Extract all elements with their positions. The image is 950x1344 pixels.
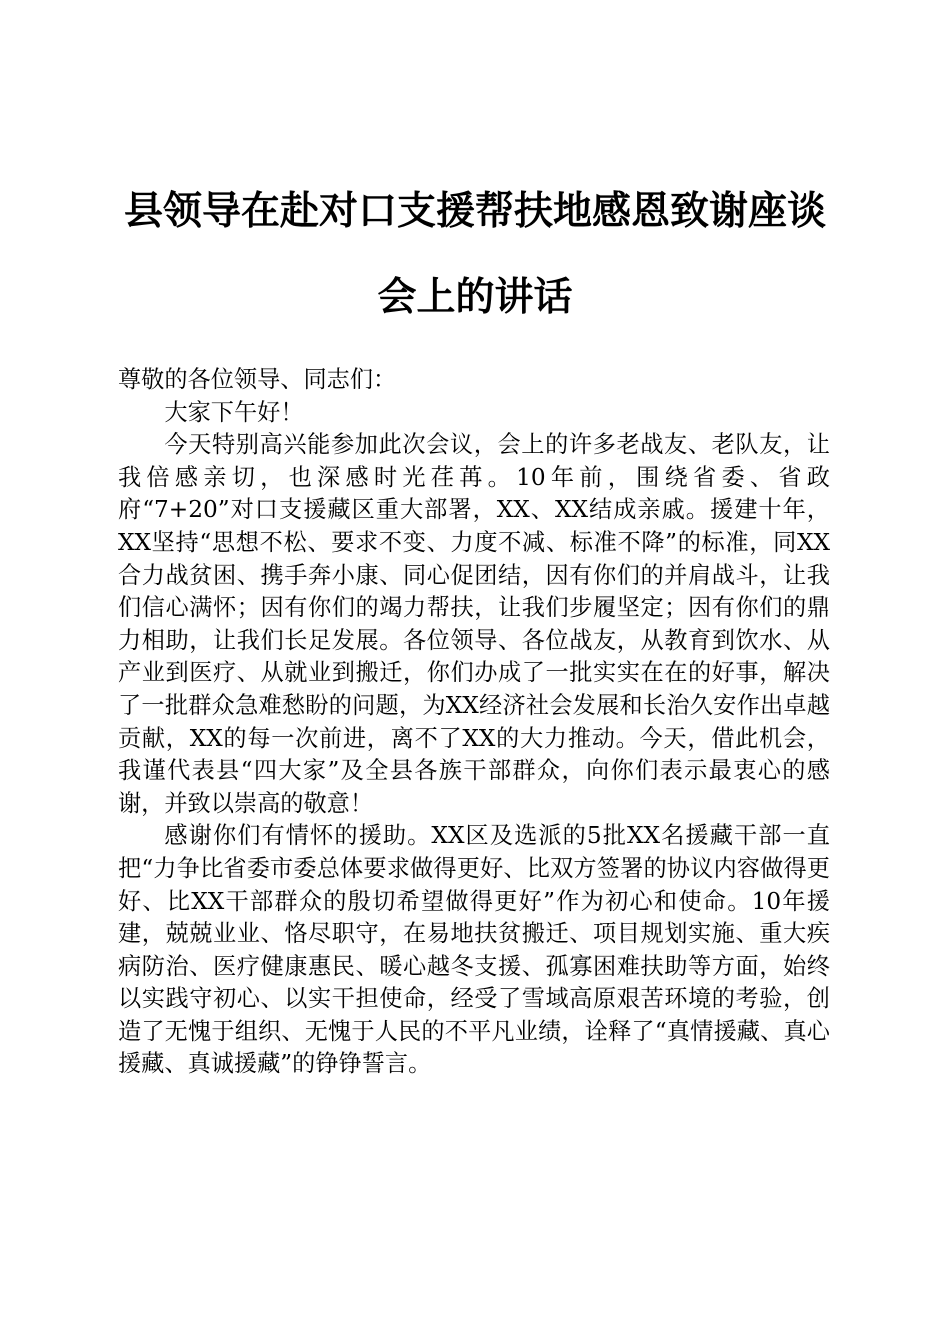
document-title: 县领导在赴对口支援帮扶地感恩致谢座谈会上的讲话	[123, 188, 826, 320]
paragraph-opening: 今天特别高兴能参加此次会议，会上的许多老战友、老队友，让我倍感亲切，也深感时光荏苒。10年前，围绕省委、省政府“7+20”对口支援藏区重大部署，XX、XX结成亲戚。援建十年，XX坚持“思想不松、要求不变、力度不减、标准不降”的标准，同XX合力战贫困、携手奔小康、同心促团结，因有你们的并肩战斗，让我们信心满怀；因有你们的竭力帮扶，让我们步履坚定；因有你们的鼎力相助，让我们长足发展。各位领导、各位战友，从教育到饮水、从产业到医疗、从就业到搬迁，你们办成了一批实实在在的好事，解决了一批群众急难愁盼的问题，为XX经济社会发展和长治久安作出卓越贡献，XX的每一次前进，离不了XX的大力推动。今天，借此机会，我谨代表县“四大家”及全县各族干部群众，向你们表示最衷心的感谢，并致以崇高的敬意！	[118, 431, 830, 817]
paragraph-greeting: 大家下午好！	[164, 398, 304, 426]
document-body	[118, 364, 830, 1081]
paragraph-gratitude: 感谢你们有情怀的援助。XX区及选派的5批XX名援藏干部一直把“力争比省委市委总体要求做得更好、比双方签署的协议内容做得更好、比XX干部群众的殷切希望做得更好”作为初心和使命。10年援建，兢兢业业、恪尽职守，在易地扶贫搬迁、项目规划实施、重大疾病防治、医疗健康惠民、暖心越冬支援、孤寡困难扶助等方面，始终以实践守初心、以实干担使命，经受了雪域高原艰苦环境的考验，创造了无愧于组织、无愧于人民的不平凡业绩，诠释了“真情援藏、真心援藏、真诚援藏”的铮铮誓言。	[118, 822, 830, 1078]
salutation: 尊敬的各位领导、同志们：	[118, 366, 397, 393]
